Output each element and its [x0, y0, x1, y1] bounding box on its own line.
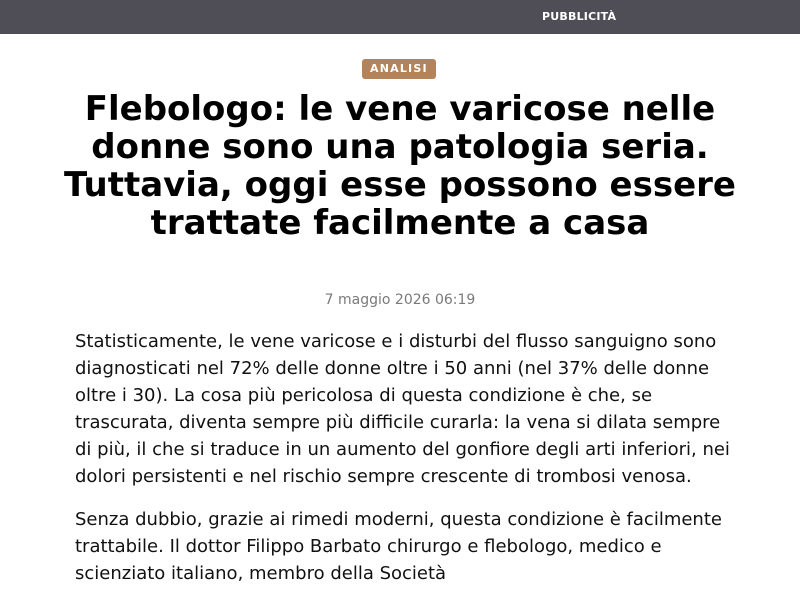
publish-date: 7 maggio 2026 06:19: [324, 292, 476, 308]
category-badge[interactable]: ANALISI: [362, 59, 436, 79]
advertising-label: PUBBLICITÀ: [542, 10, 617, 23]
article-body: [75, 328, 735, 603]
article-paragraph: Senza dubbio, grazie ai rimedi moderni, questa condizione è facilmente trattabile. Il dottor Filippo Barbato chirurgo e flebologo, medico e scienziato italiano, membro della Società: [75, 509, 722, 584]
advertising-bar: [0, 0, 800, 34]
article-title: Flebologo: le vene varicose nelle donne sono una patologia seria. Tuttavia, oggi esse possono essere trattate facilmente a casa: [64, 89, 736, 243]
article-paragraph: Statisticamente, le vene varicose e i disturbi del flusso sanguigno sono diagnosticati nel 72% delle donne oltre i 50 anni (nel 37% delle donne oltre i 30). La cosa più pericolosa di questa condizione è che, se trascurata, diventa sempre più difficile curarla: la vena si dilata sempre di più, il che si traduce in un aumento del gonfiore degli arti inferiori, nei dolori persistenti e nel rischio sempre crescente di trombosi venosa.: [75, 331, 730, 487]
